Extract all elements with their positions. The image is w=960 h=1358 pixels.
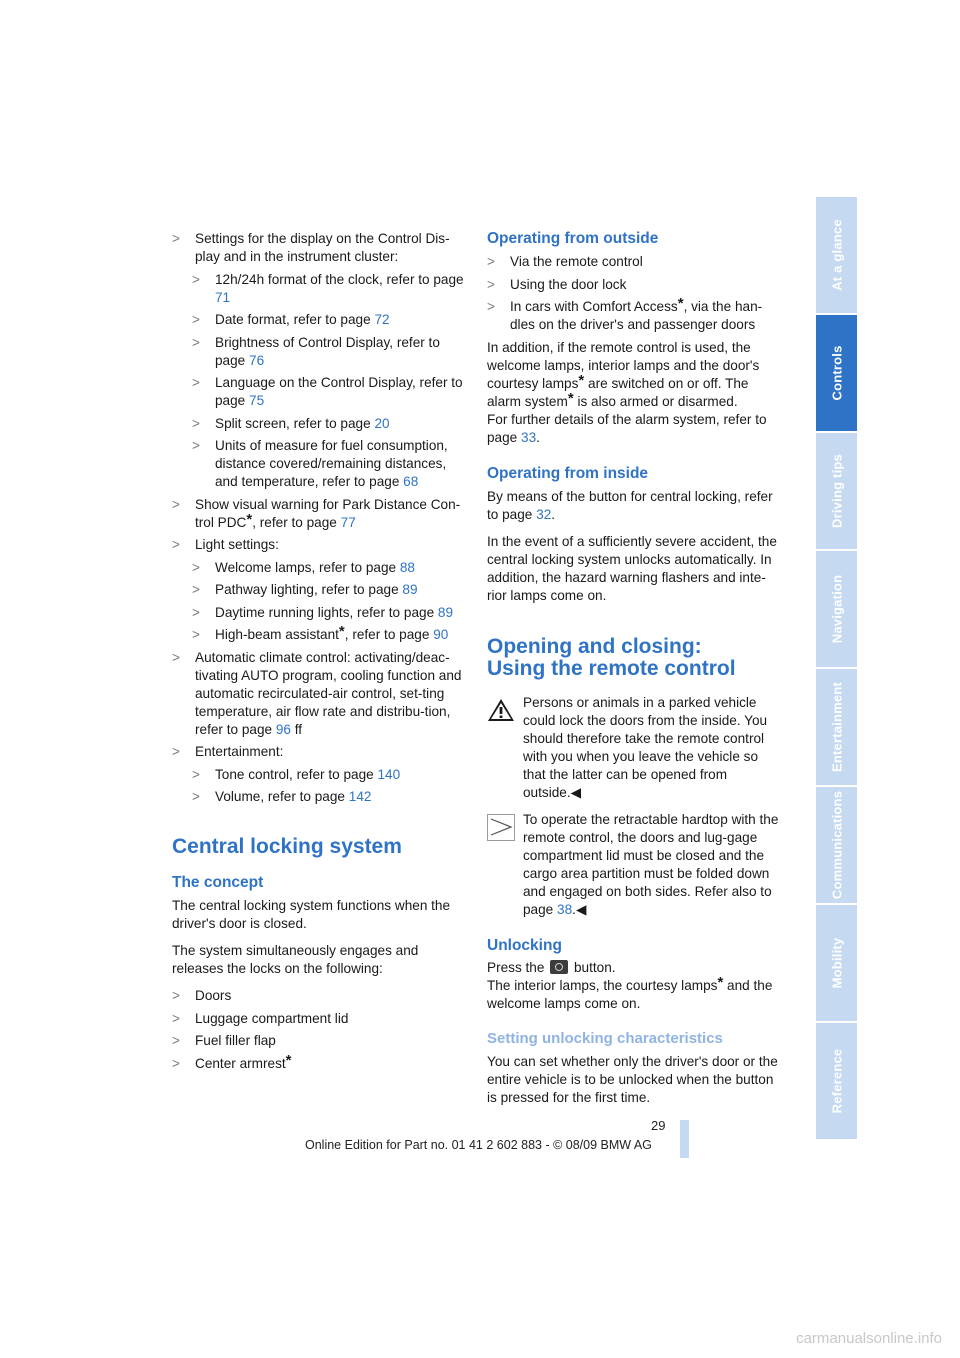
footer-bar xyxy=(680,1120,689,1158)
warning-note: Persons or animals in a parked vehicle could lock the doors from the inside. You should therefore take the remote control with you when you leave the vehicle so that the latter can be opened from outside.◀ xyxy=(487,694,779,802)
paragraph: The system simultaneously engages and releases the locks on the following: xyxy=(172,943,419,976)
paragraph: In addition, if the remote control is used, the welcome lamps, interior lamps and the door's courtesy lamps* are switched on or off. The alarm system* is also armed or disarmed. xyxy=(487,339,760,409)
paragraph: By means of the button for central locking, refer to page 32. xyxy=(487,488,773,522)
page-link[interactable]: 77 xyxy=(340,514,356,530)
tab-driving-tips[interactable]: Driving tips xyxy=(816,433,857,551)
list-item: > Date format, refer to page 72 xyxy=(192,312,390,327)
list-item: > Language on the Control Display, refer to page 75 xyxy=(192,375,463,408)
subsection-title: The concept xyxy=(172,874,264,891)
list-item: > Tone control, refer to page 140 xyxy=(192,766,401,782)
page-link[interactable]: 32 xyxy=(536,506,552,522)
list-item: > Automatic climate control: activating/deac-tivating AUTO program, cooling function and automatic recirculated-air control, set-ting temperature, air flow rate and distribu-tion, refer to page 96 ff xyxy=(172,649,462,737)
page-link[interactable]: 90 xyxy=(433,627,449,642)
list-item: > Doors xyxy=(172,988,232,1003)
tab-communications[interactable]: Communications xyxy=(816,787,857,905)
watermark: carmanualsonline.info xyxy=(796,1330,942,1347)
page-link[interactable]: 140 xyxy=(377,766,401,782)
section-title: Central locking system xyxy=(172,835,402,858)
list-item: > 12h/24h format of the clock, refer to page 71 xyxy=(192,271,464,305)
subsection-title: Operating from outside xyxy=(487,230,659,247)
tab-entertainment[interactable]: Entertainment xyxy=(816,669,857,787)
list-item: > Light settings: xyxy=(172,537,279,552)
list-item: > In cars with Comfort Access*, via the han-dles on the driver's and passenger doors xyxy=(487,295,763,332)
list-item: > Luggage compartment lid xyxy=(172,1010,349,1026)
list-item: > Settings for the display on the Control Dis-play and in the instrument cluster: xyxy=(172,231,450,264)
chapter-tabs xyxy=(816,197,857,1141)
page-link[interactable]: 96 xyxy=(275,721,291,737)
list-item: > Volume, refer to page 142 xyxy=(192,789,372,804)
tab-reference[interactable]: Reference xyxy=(816,1023,857,1141)
paragraph: Press the button. xyxy=(487,959,616,975)
page-link[interactable]: 72 xyxy=(374,312,390,327)
list-item: > Entertainment: xyxy=(172,744,284,759)
paragraph: The interior lamps, the courtesy lamps* and the welcome lamps come on. xyxy=(487,973,773,1011)
list-item: > Center armrest* xyxy=(172,1051,292,1071)
tab-controls[interactable]: Controls xyxy=(816,315,857,433)
list-item: > Welcome lamps, refer to page 88 xyxy=(192,559,415,575)
page-link[interactable]: 33 xyxy=(521,429,537,445)
info-note: To operate the retractable hardtop with the remote control, the doors and lug-gage compartment lid must be closed and the cargo area partition must be folded down and engaged on both sides. Refer also to page 38.◀ xyxy=(487,811,779,919)
page-number: 29 xyxy=(651,1118,666,1133)
list-item: > Fuel filler flap xyxy=(172,1033,276,1048)
page-link[interactable]: 89 xyxy=(402,582,418,597)
list-item: > Pathway lighting, refer to page 89 xyxy=(192,582,418,597)
page-link[interactable]: 89 xyxy=(437,604,454,620)
paragraph: For further details of the alarm system, refer to page 33. xyxy=(487,411,767,445)
page-link[interactable]: 71 xyxy=(215,289,231,305)
list-item: > Split screen, refer to page 20 xyxy=(192,415,390,431)
page-link[interactable]: 142 xyxy=(348,789,372,804)
warning-icon xyxy=(487,698,515,722)
list-item: > Units of measure for fuel consumption, distance covered/remaining distances, and temperature, refer to page 68 xyxy=(192,438,448,489)
page-link[interactable]: 76 xyxy=(249,352,265,368)
page-link[interactable]: 88 xyxy=(399,559,415,575)
note-icon xyxy=(487,814,515,841)
left-column xyxy=(172,230,464,1077)
edition-text: Online Edition for Part no. 01 41 2 602 883 - © 08/09 BMW AG xyxy=(305,1138,652,1152)
paragraph: In the event of a sufficiently severe accident, the central locking system unlocks automatically. In addition, the hazard warning flashers and inte-rior lamps come on. xyxy=(487,533,777,603)
page-link[interactable]: 38 xyxy=(557,901,573,917)
subsection-title: Setting unlocking characteristics xyxy=(487,1029,723,1047)
list-item: > Brightness of Control Display, refer to page 76 xyxy=(192,334,440,368)
list-item: > Using the door lock xyxy=(487,276,627,292)
list-item: > Via the remote control xyxy=(487,254,643,269)
right-column xyxy=(487,230,779,1116)
paragraph: The central locking system functions when the driver's door is closed. xyxy=(172,898,451,931)
tab-at-a-glance[interactable]: At a glance xyxy=(816,197,857,315)
paragraph: You can set whether only the driver's door or the entire vehicle is to be unlocked when the button is pressed for the first time. xyxy=(487,1053,778,1105)
section-title: Opening and closing: Using the remote control xyxy=(487,634,736,680)
unlock-button-icon xyxy=(550,960,568,974)
list-item: > Daytime running lights, refer to page 89 xyxy=(192,604,454,620)
tab-mobility[interactable]: Mobility xyxy=(816,905,857,1023)
tab-navigation[interactable]: Navigation xyxy=(816,551,857,669)
subsection-title: Operating from inside xyxy=(487,464,649,482)
page-link[interactable]: 20 xyxy=(374,415,390,431)
list-item: > Show visual warning for Park Distance Con-trol PDC*, refer to page 77 xyxy=(172,496,461,530)
page-link[interactable]: 75 xyxy=(249,393,265,408)
page-link[interactable]: 68 xyxy=(403,474,419,489)
list-item: > High-beam assistant*, refer to page 90 xyxy=(192,623,449,642)
subsection-title: Unlocking xyxy=(487,936,562,954)
